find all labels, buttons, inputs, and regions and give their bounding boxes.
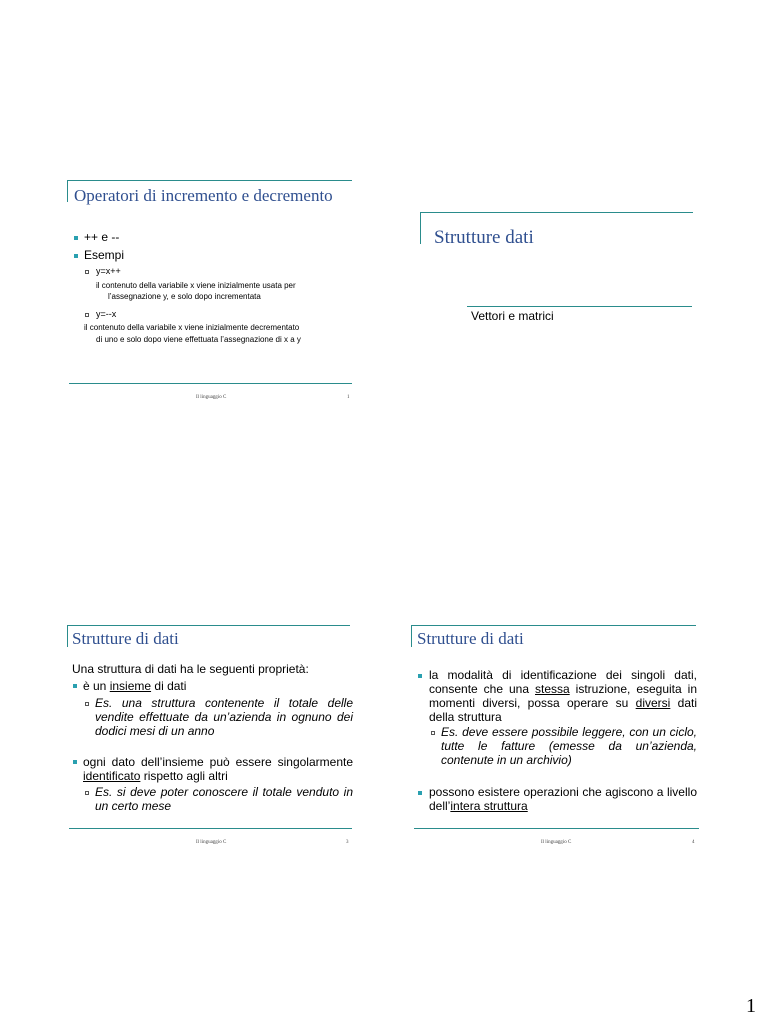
underlined-term: stessa — [535, 682, 570, 696]
bottom-rule — [69, 828, 352, 829]
sub-bullet-text: y=--x — [96, 309, 117, 319]
sub-bullet-icon — [85, 791, 89, 795]
sub-bullet-text: Es. deve essere possibile leggere, con un ciclo, tutte le fatture (emesse da un’azienda, contenute in un archivio) — [441, 725, 697, 767]
bullet-icon — [418, 674, 422, 678]
bullet-icon — [73, 684, 77, 688]
sub-bullet-icon — [431, 731, 435, 735]
slide-subtitle: Vettori e matrici — [471, 309, 554, 323]
description-line: l’assegnazione y, e solo dopo incrementata — [108, 292, 261, 301]
bullet-icon — [418, 791, 422, 795]
slide-number: 1 — [347, 395, 350, 400]
footer-label: Il linguaggio C — [541, 840, 572, 845]
sub-bullet-text: y=x++ — [96, 266, 121, 276]
footer-label: Il linguaggio C — [196, 840, 227, 845]
description-line: il contenuto della variabile x viene inizialmente usata per — [96, 281, 296, 290]
slide-number: 4 — [692, 840, 695, 845]
slide-number: 3 — [346, 840, 349, 845]
bullet-icon — [74, 254, 78, 258]
underlined-term: intera struttura — [450, 799, 528, 813]
page-number: 1 — [746, 995, 756, 1017]
sub-bullet-icon — [85, 270, 89, 274]
bullet-text: la modalità di identificazione dei singoli dati, consente che una stessa istruzione, eseguita in momenti diversi, possa operare su diversi dati della struttura — [429, 668, 698, 724]
subtitle-rule — [467, 306, 692, 307]
title-accent-horizontal — [411, 625, 696, 626]
bottom-rule — [414, 828, 699, 829]
intro-text: Una struttura di dati ha le seguenti proprietà: — [72, 662, 309, 676]
bullet-text: ogni dato dell’insieme può essere singolarmente identificato rispetto agli altri — [83, 755, 353, 783]
title-accent-vertical — [67, 180, 68, 202]
title-accent-horizontal — [67, 625, 350, 626]
bullet-text: ++ e -- — [84, 230, 120, 244]
title-accent-vertical — [411, 625, 412, 647]
bullet-icon — [74, 236, 78, 240]
slide-3 — [60, 615, 360, 855]
sub-bullet-text: Es. una struttura contenente il totale delle vendite effettuate da un’azienda in ognuno dei dodici mesi di un anno — [95, 696, 353, 738]
underlined-term: insieme — [109, 679, 152, 693]
sub-bullet-text: Es. si deve poter conoscere il totale venduto in un certo mese — [95, 785, 353, 813]
title-accent-horizontal — [67, 180, 352, 181]
description-line: il contenuto della variabile x viene inizialmente decrementato — [84, 323, 300, 332]
sub-bullet-icon — [85, 313, 89, 317]
slide-1 — [60, 170, 360, 410]
bullet-text: possono esistere operazioni che agiscono a livello dell’intera struttura — [429, 785, 697, 813]
slide-title: Strutture di dati — [417, 629, 524, 648]
slide-2 — [410, 205, 700, 335]
slide-4 — [405, 615, 705, 855]
footer-label: Il linguaggio C — [196, 395, 227, 400]
bullet-text: Esempi — [84, 248, 125, 262]
slide-title: Strutture di dati — [72, 629, 179, 648]
title-accent-vertical — [67, 625, 68, 647]
bullet-icon — [73, 760, 77, 764]
underlined-term: identificato — [83, 769, 141, 783]
title-accent-horizontal — [420, 212, 693, 213]
bullet-text: è un insieme di dati — [83, 679, 187, 693]
slide-title: Strutture dati — [434, 227, 534, 248]
bottom-rule — [69, 383, 352, 384]
description-line: di uno e solo dopo viene effettuata l’assegnazione di x a y — [96, 335, 301, 344]
underlined-term: diversi — [635, 696, 671, 710]
slide-title: Operatori di incremento e decremento — [74, 186, 333, 205]
title-accent-vertical — [420, 212, 421, 244]
sub-bullet-icon — [85, 702, 89, 706]
